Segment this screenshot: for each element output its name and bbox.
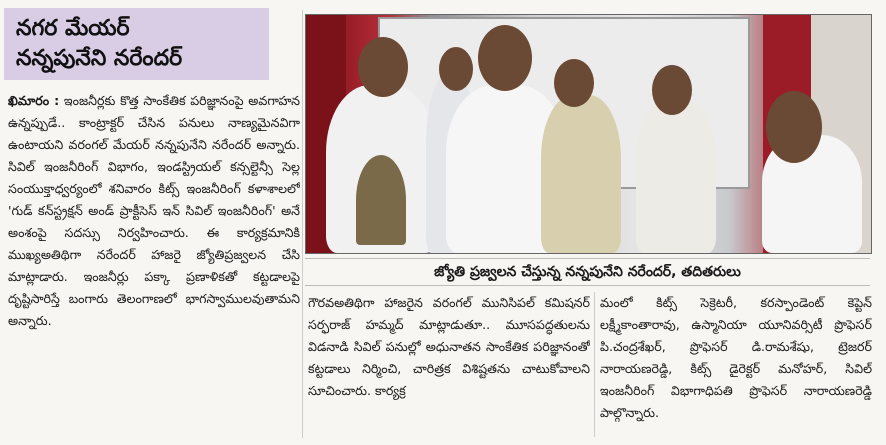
column-divider <box>302 10 303 438</box>
person-1-head <box>358 37 408 97</box>
person-3-head <box>478 25 532 91</box>
event-photo <box>305 14 872 254</box>
headline-box <box>4 8 269 80</box>
column-divider-2 <box>594 292 595 437</box>
idol-statue <box>356 155 406 245</box>
person-6-head <box>766 91 822 163</box>
article-middle-column: గౌరవఅతిథిగా హాజరైన వరంగల్ మునిసిపల్ కమిషనర్ సర్ఫరాజ్ హమ్మద్ మాట్లాడుతూ.. మూసపద్ధతులను విడనాడి సివిల్ పనుల్లో అధునాతన సాంకేతిక పరిజ్ఞానంతో కట్టడాలు నిర్మించి, చారిత్రక విశిష్టతను చాటుకోవాలని సూచించారు. కార్యక్ర <box>308 295 590 398</box>
headline-line-2: నన్నపునేని నరేందర్ <box>16 46 183 71</box>
headline-line-1: నగర మేయర్ <box>16 16 130 41</box>
person-2-head <box>439 47 473 91</box>
person-5-head <box>652 65 692 115</box>
article-right-column: మంలో కిట్స్ సెక్రెటరీ, కరస్పాండెంట్ కెప్టెన్ లక్ష్మీకాంతారావు, ఉస్మానియా యూనివర్సిటీ ప్రొఫెసర్ పి.చంద్రశేఖర్, ప్రొఫెసర్ డి.రామశేషు, ట్రెజరర్ నారాయణరెడ్డి, కిట్స్ డైరెక్టర్ మనోహర్, సివిల్ ఇంజనీరింగ్ విభాగాధిపతి ప్రొఫెసర్ నారాయణరెడ్డి పాల్గొన్నారు. <box>600 295 872 420</box>
person-5 <box>636 99 716 253</box>
article-left-column <box>8 90 300 430</box>
person-4-head <box>554 59 594 107</box>
left-column-text: ఇంజనీర్లకు కొత్త సాంకేతిక పరిజ్ఞానంపై అవగాహన ఉన్నప్పుడే.. కాంట్రాక్టర్ చేసిన పనులు నాణ్యమైనవిగా ఉంటాయని వరంగల్ మేయర్ నన్నపునేని నరేందర్ అన్నారు. సివిల్ ఇంజనీరింగ్ విభాగం, ఇండస్ట్రియల్ కన్సల్టెన్సీ సెల్ల సంయుక్తాధ్వర్యంలో శనివారం కిట్స్ ఇంజనీరింగ్ కళాశాలలో 'గుడ్ కన్‌స్ట్రక్షన్ అండ్ ప్రాక్టీసెస్ ఇన్ సివిల్ ఇంజనీరింగ్' అనే అంశంపై సదస్సు నిర్వహించారు. ఈ కార్యక్రమానికి ముఖ్యఅతిథిగా నరేందర్ హాజరై జ్యోతిప్రజ్వలన చేసి మాట్లాడారు. ఇంజనీర్లు పక్కా ప్రణాళికతో కట్టడాలపై దృష్టిసారిస్తే బంగారు తెలంగాణలో భాగస్వాములవుతామని అన్నారు. <box>8 93 300 328</box>
dateline: ఖిమారం : <box>8 93 60 108</box>
photo-caption: జ్యోతి ప్రజ్వలన చేస్తున్న నన్నపునేని నరేందర్, తదితరులు <box>305 258 870 286</box>
person-4 <box>541 95 621 253</box>
